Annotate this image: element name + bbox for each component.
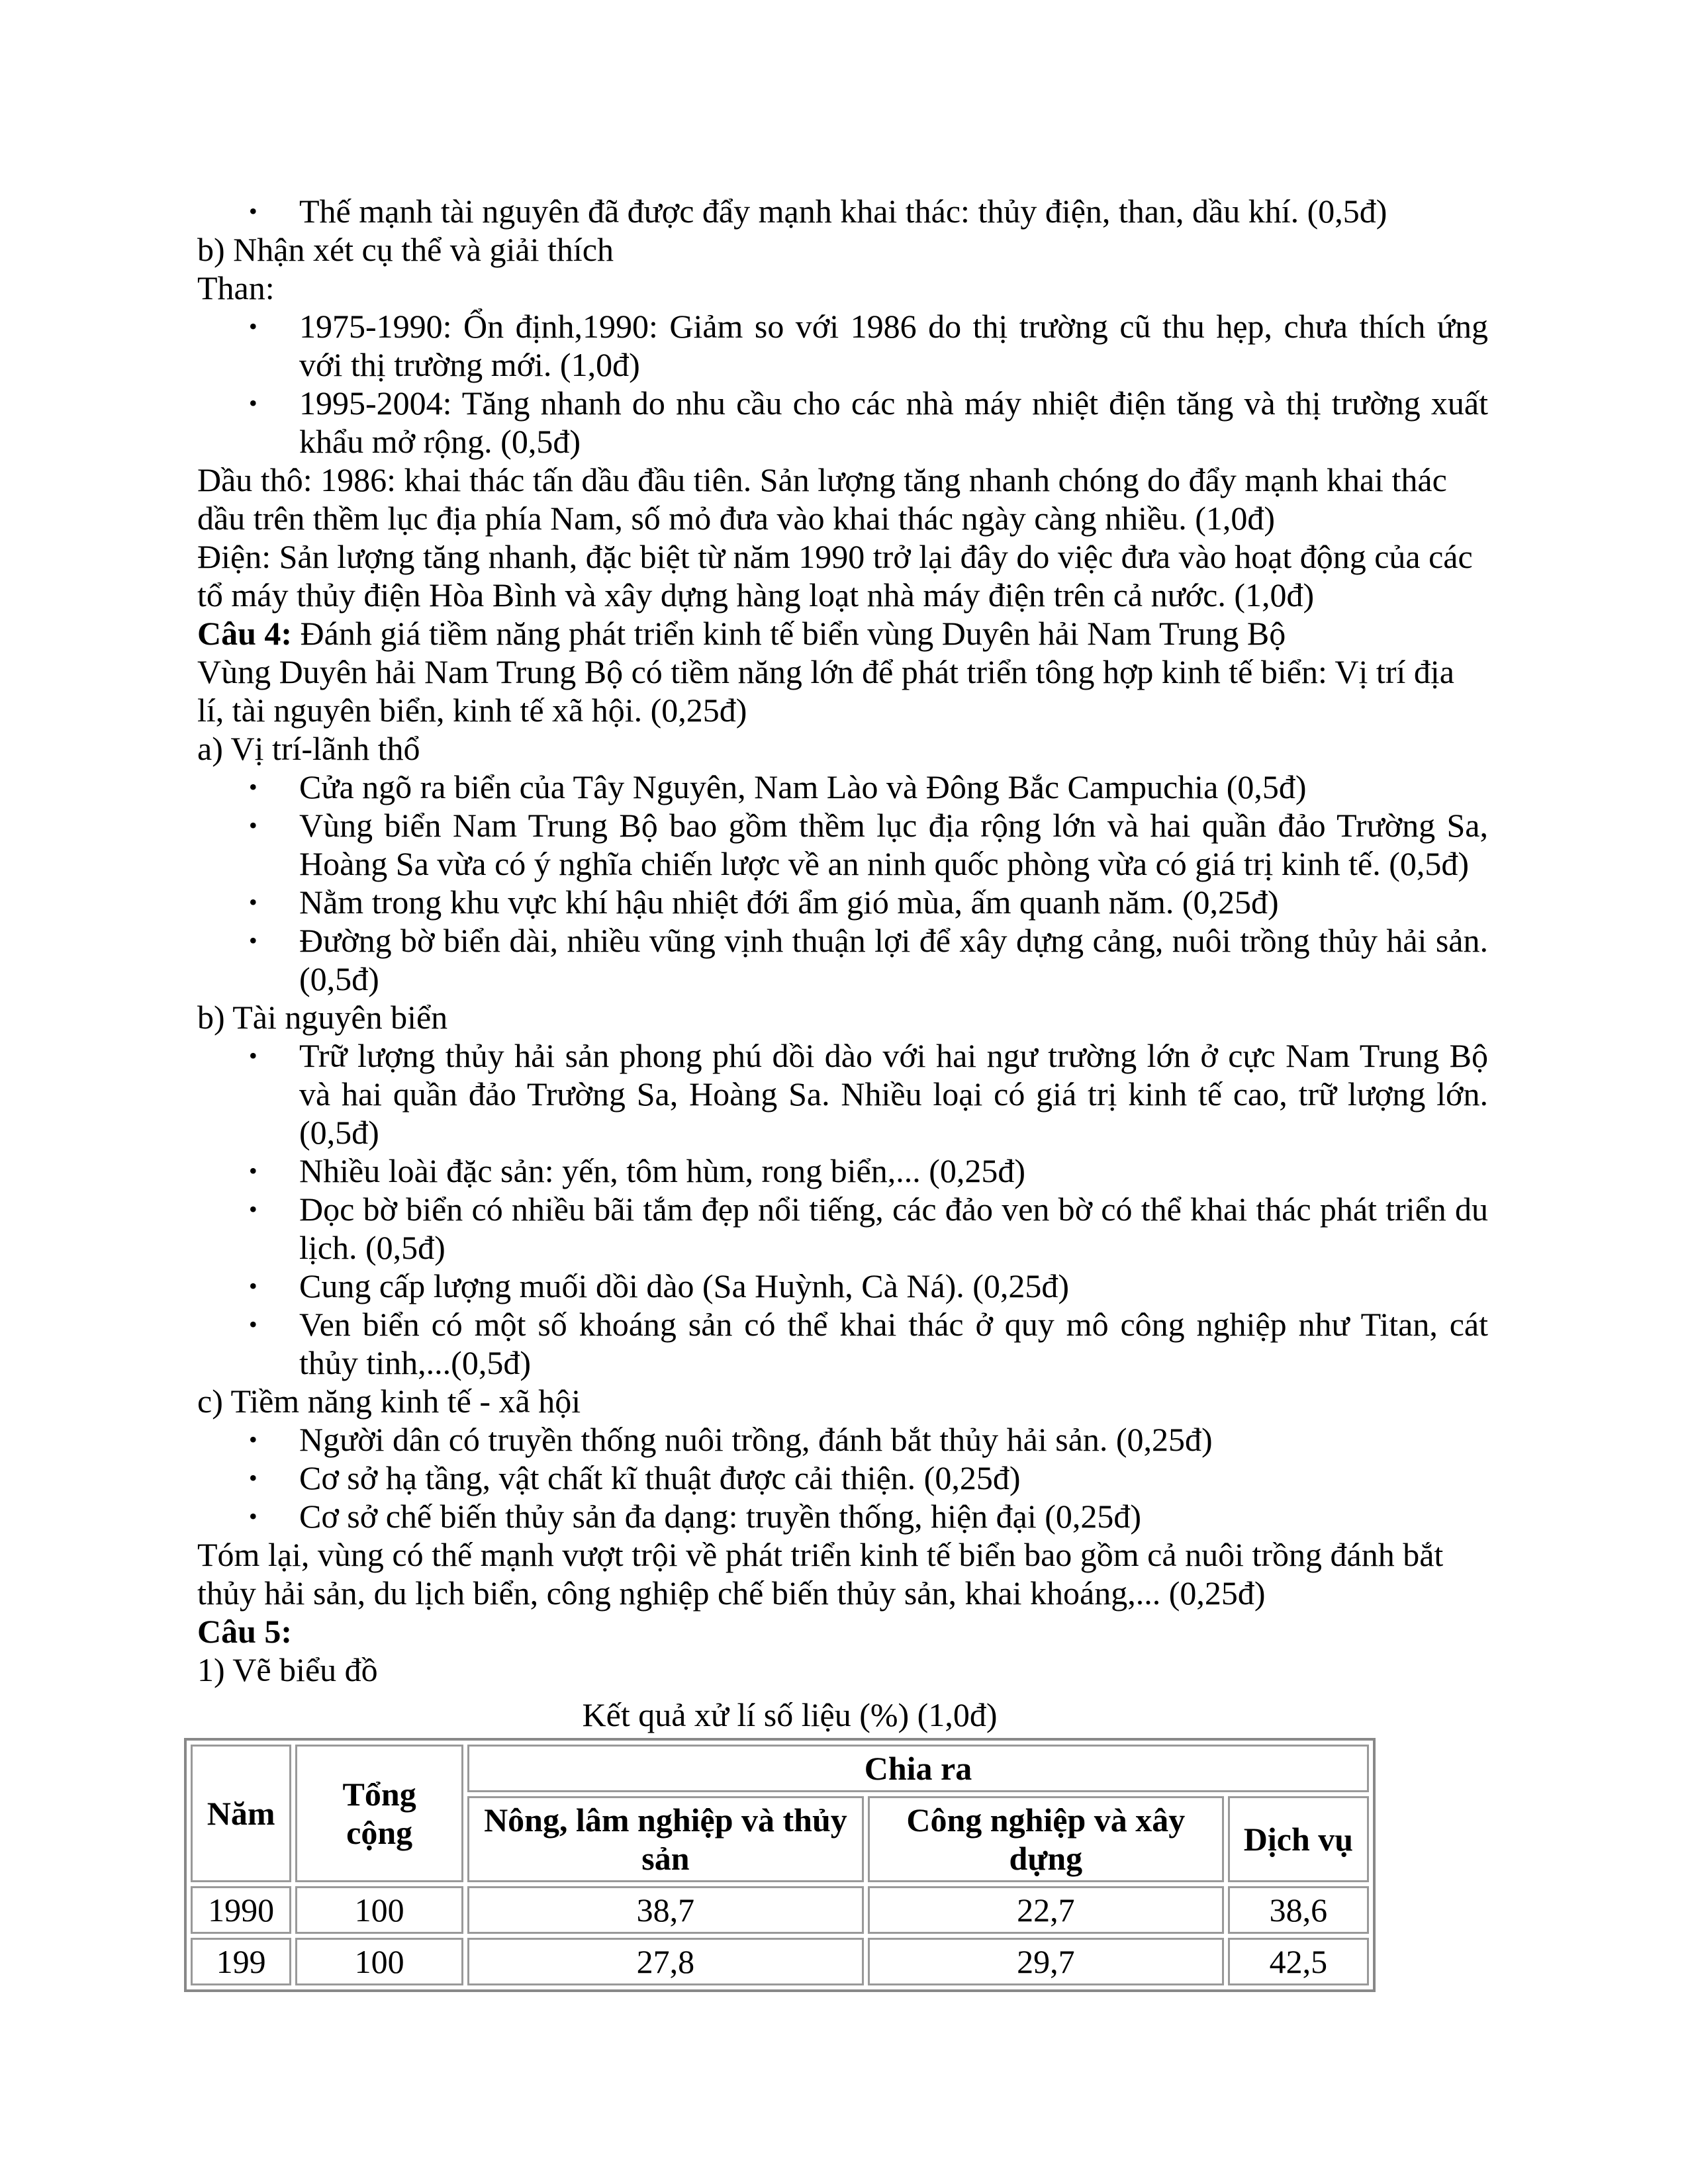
header-agri: Nông, lâm nghiệp và thủy sản <box>467 1796 864 1882</box>
cell-agri: 38,7 <box>467 1886 864 1934</box>
header-total: Tổng cộng <box>295 1745 463 1882</box>
list-item: • Trữ lượng thủy hải sản phong phú dồi dào với hai ngư trường lớn ở cực Nam Trung Bộ và hai quần đảo Trường Sa, Hoàng Sa. Nhiều loại có giá trị kinh tế cao, trữ lượng lớn. (0,5đ) <box>197 1036 1488 1152</box>
list-item: • Vùng biển Nam Trung Bộ bao gồm thềm lục địa rộng lớn và hai quần đảo Trường Sa, Hoàng Sa vừa có ý nghĩa chiến lược về an ninh quốc phòng vừa có giá trị kinh tế. (0,5đ) <box>197 806 1488 883</box>
cell-service: 42,5 <box>1228 1938 1369 1985</box>
than-label: Than: <box>197 269 275 306</box>
cau4-intro: Vùng Duyên hải Nam Trung Bộ có tiềm năng lớn để phát triển tông hợp kinh tế biển: Vị trí địa lí, tài nguyên biển, kinh tế xã hội. (0,25đ) <box>197 653 1454 729</box>
list-item: • Ven biển có một số khoáng sản có thể khai thác ở quy mô công nghiệp như Titan, cát thủy tinh,...(0,5đ) <box>197 1305 1488 1382</box>
section-a-title: a) Vị trí-lãnh thổ <box>197 730 420 767</box>
table-row <box>191 1938 1369 1985</box>
section-a-list <box>197 768 1488 998</box>
section-c-list <box>197 1420 1488 1535</box>
list-item: • Nằm trong khu vực khí hậu nhiệt đới ẩm gió mùa, ấm quanh năm. (0,25đ) <box>197 883 1488 921</box>
header-split: Chia ra <box>467 1745 1369 1792</box>
table-caption: Kết quả xử lí số liệu (%) (1,0đ) <box>582 1696 998 1733</box>
header-industry: Công nghiệp và xây dựng <box>868 1796 1224 1882</box>
table-row <box>191 1886 1369 1934</box>
list-item: • 1975-1990: Ổn định,1990: Giảm so với 1986 do thị trường cũ thu hẹp, chưa thích ứng với thị trường mới. (1,0đ) <box>197 307 1488 384</box>
list-item: • Cơ sở chế biến thủy sản đa dạng: truyền thống, hiện đại (0,25đ) <box>197 1497 1488 1535</box>
document-page <box>197 192 1488 1992</box>
dien-paragraph: Điện: Sản lượng tăng nhanh, đặc biệt từ năm 1990 trở lại đây do việc đưa vào hoạt động của các tổ máy thủy điện Hòa Bình và xây dựng hàng loạt nhà máy điện trên cả nước. (1,0đ) <box>197 538 1473 614</box>
section-c-title: c) Tiềm năng kinh tế - xã hội <box>197 1383 581 1420</box>
results-table <box>184 1738 1376 1992</box>
cau5-item-1: 1) Vẽ biểu đồ <box>197 1651 378 1688</box>
list-item: • Cung cấp lượng muối dồi dào (Sa Huỳnh, Cà Ná). (0,25đ) <box>197 1267 1488 1305</box>
cell-agri: 27,8 <box>467 1938 864 1985</box>
than-list <box>197 307 1488 461</box>
list-item: • Người dân có truyền thống nuôi trồng, đánh bắt thủy hải sản. (0,25đ) <box>197 1420 1488 1459</box>
cell-industry: 22,7 <box>868 1886 1224 1934</box>
list-item: • Nhiều loài đặc sản: yến, tôm hùm, rong biển,... (0,25đ) <box>197 1152 1488 1190</box>
cau5-label: Câu 5: <box>197 1613 293 1650</box>
cell-industry: 29,7 <box>868 1938 1224 1985</box>
cell-year: 199 <box>191 1938 291 1985</box>
list-item: • Dọc bờ biển có nhiều bãi tắm đẹp nổi tiếng, các đảo ven bờ có thể khai thác phát triển du lịch. (0,5đ) <box>197 1190 1488 1267</box>
header-year: Năm <box>191 1745 291 1882</box>
intro-list <box>197 192 1488 230</box>
list-item: • Cơ sở hạ tầng, vật chất kĩ thuật được cải thiện. (0,25đ) <box>197 1459 1488 1497</box>
cau4-heading <box>197 614 1488 653</box>
section-b-title: b) Nhận xét cụ thể và giải thích <box>197 231 614 268</box>
cau4-title: Đánh giá tiềm năng phát triển kinh tế biển vùng Duyên hải Nam Trung Bộ <box>292 615 1286 652</box>
summary-paragraph: Tóm lại, vùng có thế mạnh vượt trội về phát triển kinh tế biển bao gồm cả nuôi trồng đánh bắt thủy hải sản, du lịch biển, công nghiệp chế biến thủy sản, khai khoáng,... (0,25đ) <box>197 1536 1444 1612</box>
table-header-row <box>191 1745 1369 1792</box>
header-service: Dịch vụ <box>1228 1796 1369 1882</box>
list-item: • Đường bờ biển dài, nhiều vũng vịnh thuận lợi để xây dựng cảng, nuôi trồng thủy hải sản. (0,5đ) <box>197 921 1488 998</box>
dau-tho-paragraph: Dầu thô: 1986: khai thác tấn dầu đầu tiên. Sản lượng tăng nhanh chóng do đẩy mạnh khai thác dầu trên thềm lục địa phía Nam, số mỏ đưa vào khai thác ngày càng nhiều. (1,0đ) <box>197 461 1447 537</box>
cell-service: 38,6 <box>1228 1886 1369 1934</box>
list-item: • 1995-2004: Tăng nhanh do nhu cầu cho các nhà máy nhiệt điện tăng và thị trường xuất khẩu mở rộng. (0,5đ) <box>197 384 1488 461</box>
list-item: • Cửa ngõ ra biển của Tây Nguyên, Nam Lào và Đông Bắc Campuchia (0,5đ) <box>197 768 1488 806</box>
section-b2-list <box>197 1036 1488 1382</box>
list-item: • Thế mạnh tài nguyên đã được đẩy mạnh khai thác: thủy điện, than, dầu khí. (0,5đ) <box>197 192 1488 230</box>
cell-total: 100 <box>295 1938 463 1985</box>
cell-year: 1990 <box>191 1886 291 1934</box>
cell-total: 100 <box>295 1886 463 1934</box>
section-b2-title: b) Tài nguyên biển <box>197 999 448 1036</box>
cau4-label: Câu 4: <box>197 615 293 652</box>
